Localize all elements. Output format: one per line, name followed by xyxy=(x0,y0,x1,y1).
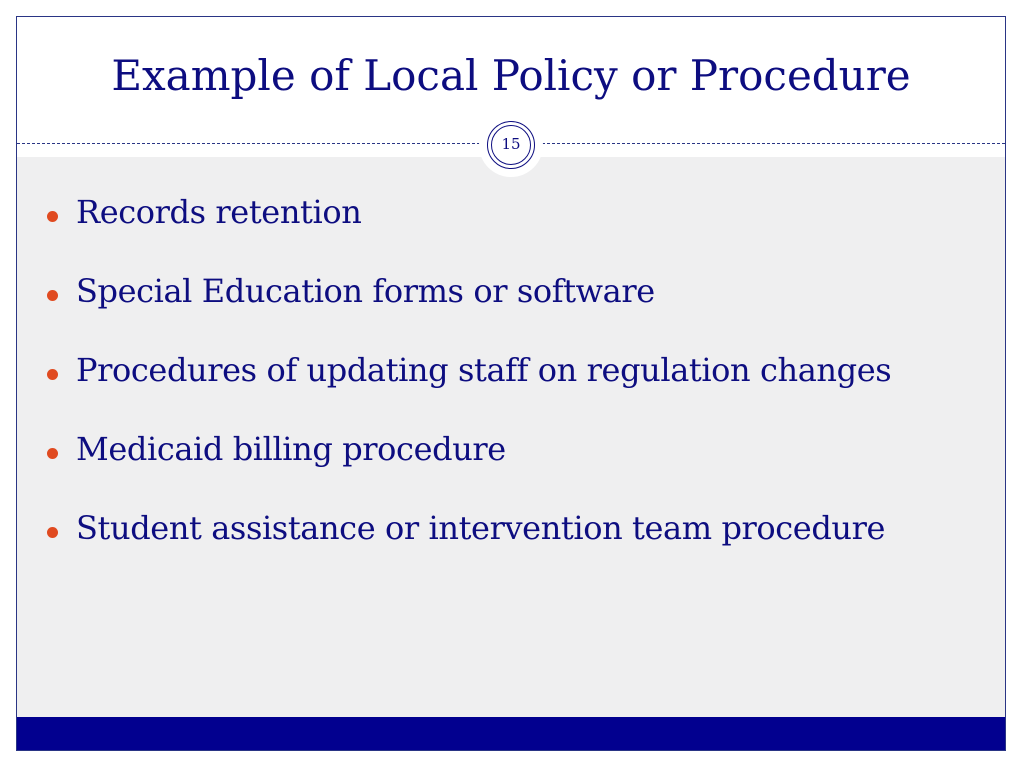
slide-title: Example of Local Policy or Procedure xyxy=(111,51,911,100)
footer-bar xyxy=(17,717,1005,751)
bullet-text: Procedures of updating staff on regulation changes xyxy=(76,351,892,389)
bullet-dot-icon xyxy=(47,448,58,459)
bullet-text: Special Education forms or software xyxy=(76,272,655,310)
slide xyxy=(16,16,1006,751)
bullet-dot-icon xyxy=(47,290,58,301)
bullet-text: Medicaid billing procedure xyxy=(76,430,506,468)
bullet-dot-icon xyxy=(47,527,58,538)
bullet-dot-icon xyxy=(47,211,58,222)
page-number-badge xyxy=(487,121,535,169)
bullet-text: Student assistance or intervention team procedure xyxy=(76,509,886,547)
bullet-dot-icon xyxy=(47,369,58,380)
page-number: 15 xyxy=(491,125,531,165)
bullet-text: Records retention xyxy=(76,193,362,231)
